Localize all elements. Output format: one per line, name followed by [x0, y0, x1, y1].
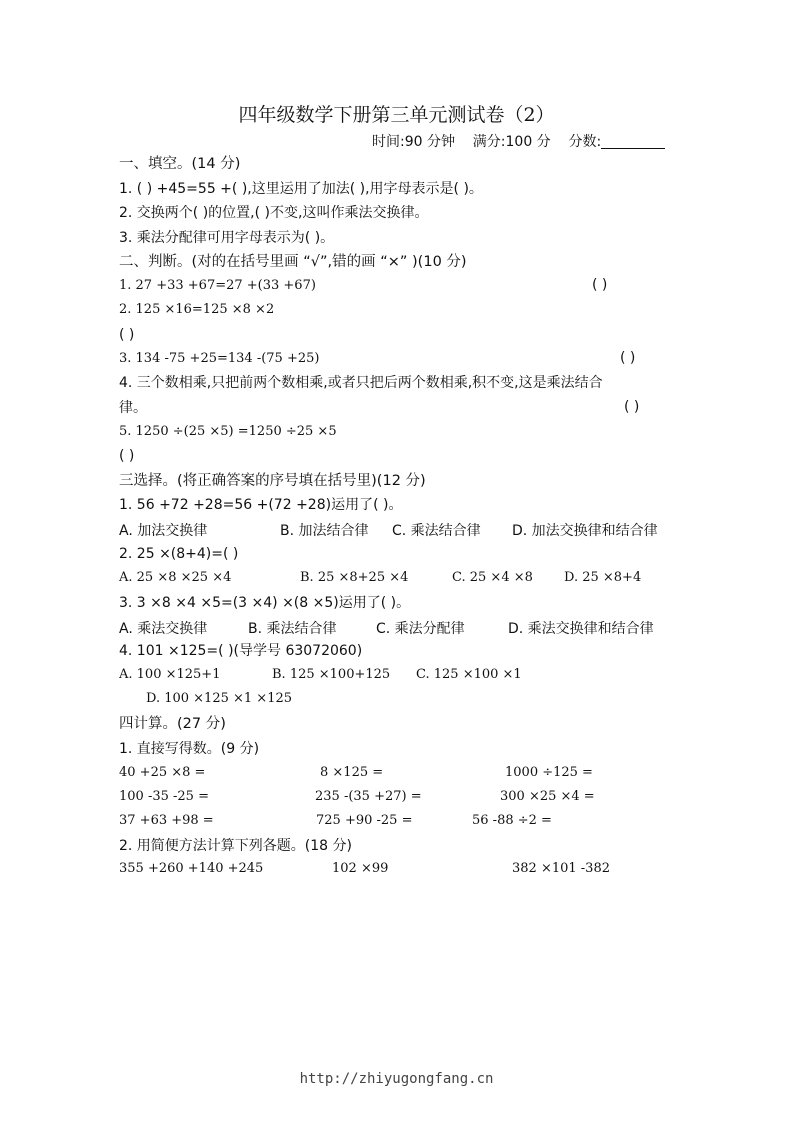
- s2-question-3: 3. 134 -75 +25=134 -(75 +25): [119, 351, 320, 366]
- s4-part-2: 2. 用简便方法计算下列各题。(18 分): [119, 838, 352, 854]
- calc-item: 56 -88 ÷2 =: [472, 813, 552, 828]
- s1-question-3: 3. 乘法分配律可用字母表示为( )。: [119, 230, 335, 246]
- s3-question-4: 4. 101 ×125=( )(导学号 63072060): [119, 643, 363, 659]
- exam-meta: [372, 131, 665, 151]
- s3-q4-option-d: D. 100 ×125 ×1 ×125: [146, 691, 293, 706]
- s2-q3-answer-paren: ( ): [620, 350, 636, 366]
- calc-item: 355 +260 +140 +245: [119, 861, 264, 876]
- s2-question-2: 2. 125 ×16=125 ×8 ×2: [119, 302, 275, 317]
- s4-part-1: 1. 直接写得数。(9 分): [119, 741, 260, 757]
- s3-question-3: 3. 3 ×8 ×4 ×5=(3 ×4) ×(8 ×5)运用了( )。: [119, 595, 411, 611]
- s3-q4-option-a: A. 100 ×125+1: [119, 667, 221, 682]
- calc-item: 100 -35 -25 =: [119, 789, 209, 804]
- calc-item: 300 ×25 ×4 =: [500, 789, 595, 804]
- s3-q2-option-d: D. 25 ×8+4: [564, 570, 642, 585]
- s2-q1-answer-paren: ( ): [592, 277, 608, 293]
- calc-item: 8 ×125 =: [320, 765, 384, 780]
- section-1-heading: 一、填空。(14 分): [119, 156, 241, 172]
- page-title: 四年级数学下册第三单元测试卷（2）: [238, 104, 555, 126]
- section-4-heading: 四计算。(27 分): [119, 716, 226, 732]
- full-score: 满分:100 分: [472, 134, 551, 150]
- s3-q2-option-b: B. 25 ×8+25 ×4: [300, 570, 409, 585]
- s3-q4-option-c: C. 125 ×100 ×1: [416, 667, 522, 682]
- s2-q2-answer-paren: ( ): [119, 327, 135, 343]
- s3-question-2: 2. 25 ×(8+4)=( ): [119, 546, 239, 562]
- s3-question-1: 1. 56 +72 +28=56 +(72 +28)运用了( )。: [119, 497, 403, 513]
- s3-q1-option-c: C. 乘法结合律: [392, 523, 481, 539]
- calc-item: 40 +25 ×8 =: [119, 765, 206, 780]
- calc-item: 102 ×99: [332, 861, 389, 876]
- s2-question-4: 4. 三个数相乘,只把前两个数相乘,或者只把后两个数相乘,积不变,这是乘法结合: [119, 375, 603, 391]
- section-3-heading: 三选择。(将正确答案的序号填在括号里)(12 分): [119, 473, 426, 489]
- calc-item: 235 -(35 +27) =: [315, 789, 422, 804]
- calc-item: 382 ×101 -382: [512, 861, 610, 876]
- s3-q2-option-c: C. 25 ×4 ×8: [452, 570, 533, 585]
- s3-q4-option-b: B. 125 ×100+125: [272, 667, 391, 682]
- score-blank: [601, 134, 665, 149]
- score-label: 分数:: [568, 134, 602, 150]
- s2-question-4-cont: 律。: [119, 400, 147, 416]
- s3-q3-option-a: A. 乘法交换律: [119, 621, 208, 637]
- s1-question-2: 2. 交换两个( )的位置,( )不变,这叫作乘法交换律。: [119, 205, 429, 221]
- s3-q1-option-b: B. 加法结合律: [280, 523, 369, 539]
- s2-q4-answer-paren: ( ): [624, 399, 640, 415]
- footer-url: http://zhiyugongfang.cn: [299, 1071, 494, 1087]
- calc-item: 37 +63 +98 =: [119, 813, 214, 828]
- s3-q3-option-b: B. 乘法结合律: [248, 621, 337, 637]
- s3-q1-option-a: A. 加法交换律: [119, 523, 208, 539]
- s3-q2-option-a: A. 25 ×8 ×25 ×4: [119, 570, 232, 585]
- s3-q1-option-d: D. 加法交换律和结合律: [512, 523, 658, 539]
- calc-item: 1000 ÷125 =: [505, 765, 593, 780]
- s2-q5-answer-paren: ( ): [119, 448, 135, 464]
- time-limit: 时间:90 分钟: [372, 134, 455, 150]
- s1-question-1: 1. ( ) +45=55 +( ),这里运用了加法( ),用字母表示是( )。: [119, 181, 483, 197]
- s2-question-1: 1. 27 +33 +67=27 +(33 +67): [119, 278, 316, 293]
- calc-item: 725 +90 -25 =: [316, 813, 413, 828]
- s3-q3-option-d: D. 乘法交换律和结合律: [508, 621, 654, 637]
- section-2-heading: 二、判断。(对的在括号里画 “√”,错的画 “×” )(10 分): [119, 254, 467, 270]
- s2-question-5: 5. 1250 ÷(25 ×5) =1250 ÷25 ×5: [119, 424, 337, 439]
- s3-q3-option-c: C. 乘法分配律: [376, 621, 465, 637]
